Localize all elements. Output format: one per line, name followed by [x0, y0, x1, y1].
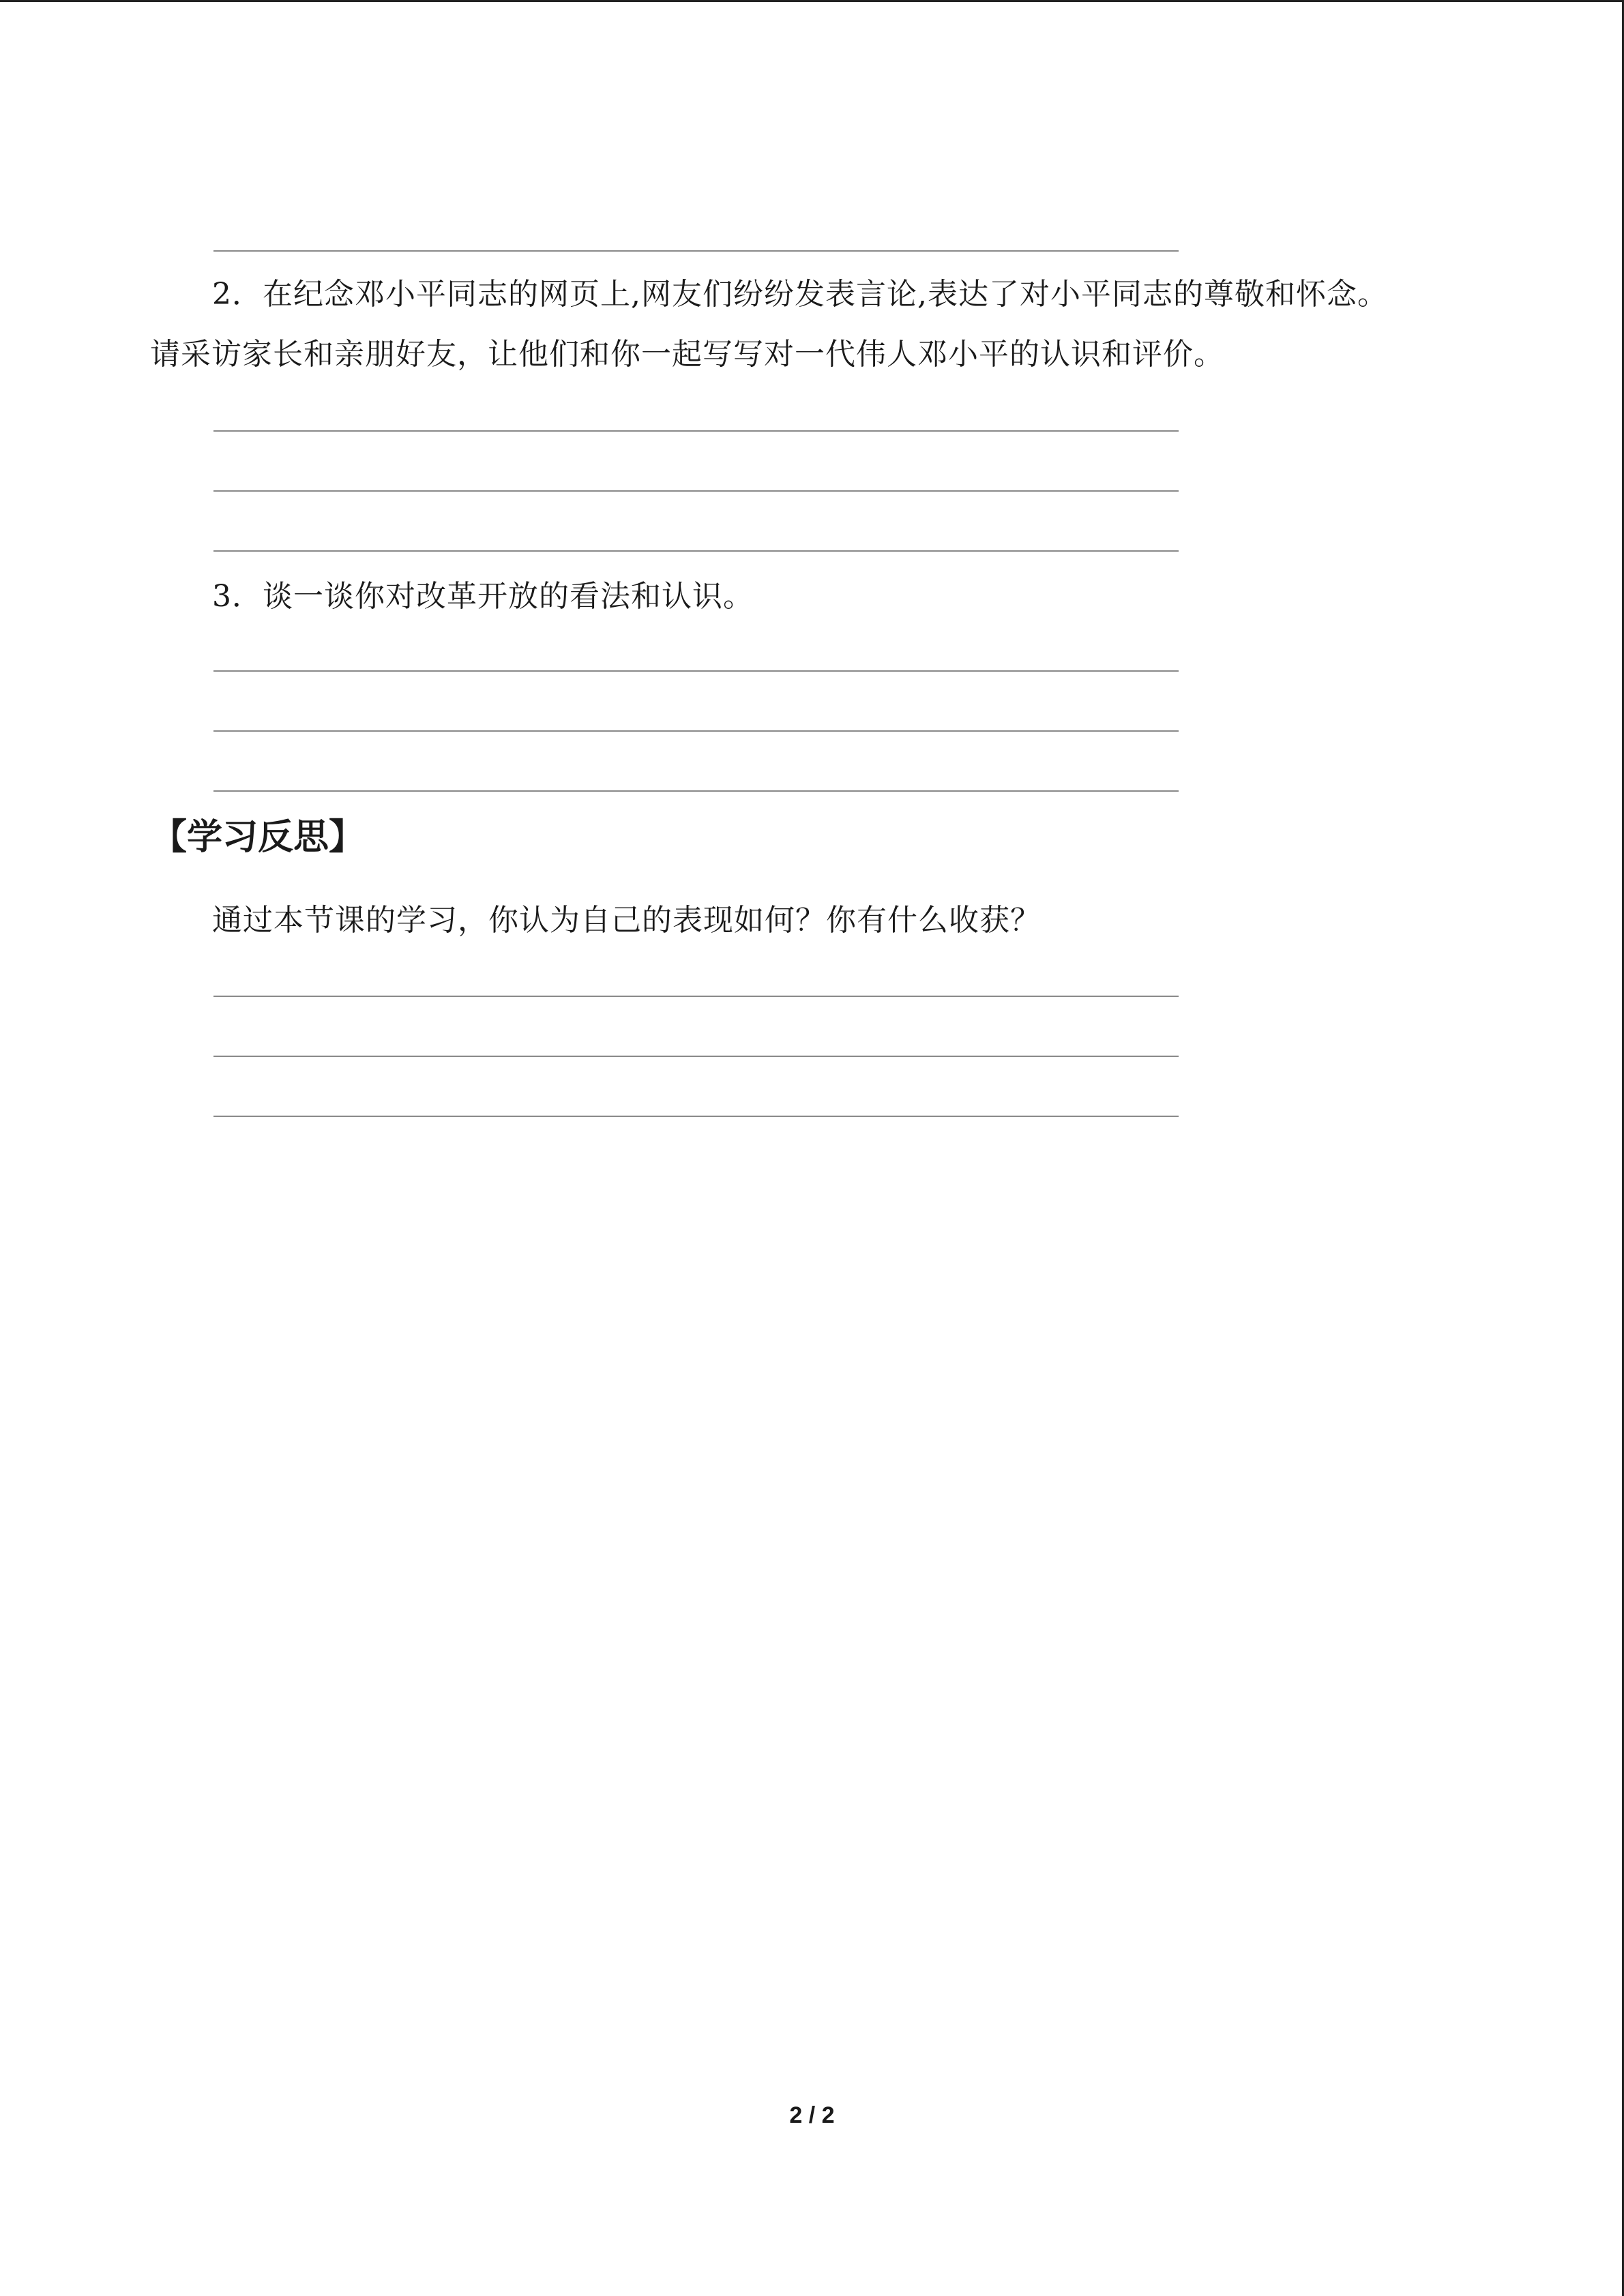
answer-line[interactable]	[213, 430, 1179, 432]
answer-line[interactable]	[213, 790, 1179, 792]
question-2-line-2: 请采访家长和亲朋好友，让他们和你一起写写对一代伟人邓小平的认识和评价。	[150, 337, 1224, 372]
answer-line[interactable]	[213, 490, 1179, 492]
section-heading-reflection: 【学习反思】	[151, 817, 365, 858]
question-2-line-1: 2．在纪念邓小平同志的网页上,网友们纷纷发表言论,表达了对小平同志的尊敬和怀念。	[212, 277, 1388, 312]
question-3-text: 3．谈一谈你对改革开放的看法和认识。	[212, 579, 754, 614]
answer-line[interactable]	[213, 996, 1179, 997]
answer-line[interactable]	[213, 730, 1179, 732]
answer-line[interactable]	[213, 550, 1179, 552]
answer-line[interactable]	[213, 1116, 1179, 1117]
answer-line[interactable]	[213, 250, 1179, 252]
page-number: 2 / 2	[789, 2102, 835, 2128]
answer-line[interactable]	[213, 670, 1179, 672]
reflection-prompt: 通过本节课的学习，你认为自己的表现如何？你有什么收获？	[212, 903, 1041, 938]
page-border-top	[0, 0, 1624, 2]
answer-line[interactable]	[213, 1056, 1179, 1057]
